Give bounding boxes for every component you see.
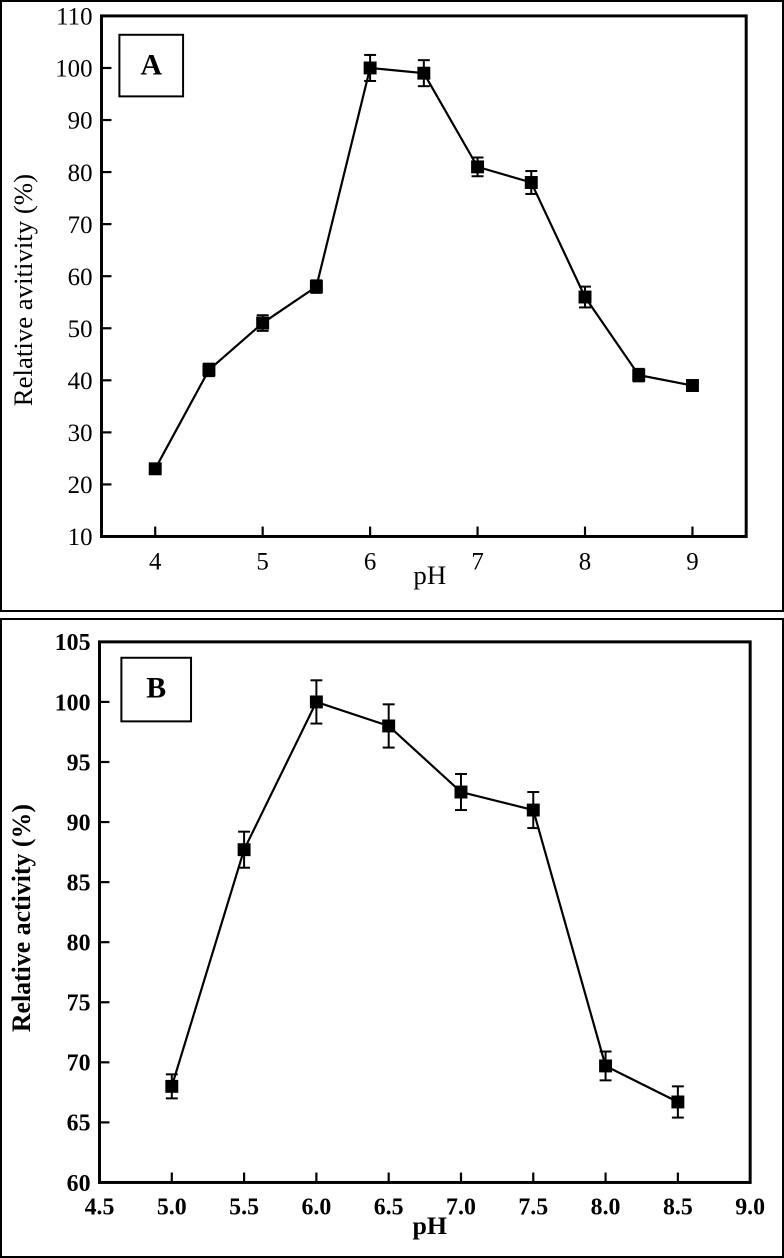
data-point xyxy=(383,704,395,747)
x-tick-label: 7 xyxy=(471,548,484,576)
data-series-b xyxy=(166,680,684,1117)
x-tick-label: 6.0 xyxy=(301,1194,332,1221)
data-point xyxy=(203,364,215,376)
data-point xyxy=(310,680,322,723)
x-tick-label: 6.5 xyxy=(373,1194,404,1221)
panel-tag-a: A xyxy=(140,48,163,82)
data-point xyxy=(166,1074,178,1098)
y-tick-labels-a xyxy=(55,4,92,552)
y-tick-label: 110 xyxy=(56,3,93,31)
data-point xyxy=(455,774,467,810)
y-tick-label: 100 xyxy=(55,55,93,83)
x-tick-label: 8 xyxy=(578,548,592,576)
x-tick-label: 4.5 xyxy=(84,1194,115,1221)
y-tick-label: 75 xyxy=(66,990,91,1017)
y-tick-label: 90 xyxy=(67,107,93,135)
chart-panel-b xyxy=(0,618,784,1258)
x-tick-label: 8.5 xyxy=(662,1194,693,1221)
y-tick-label: 70 xyxy=(66,1050,91,1077)
y-tick-labels-b xyxy=(55,630,91,1197)
data-point xyxy=(364,55,376,81)
y-tick-label: 60 xyxy=(67,263,93,291)
data-point xyxy=(672,1086,684,1117)
chart-svg-a xyxy=(2,2,782,610)
x-tick-label: 6 xyxy=(363,548,377,576)
y-tick-label: 10 xyxy=(67,524,93,552)
x-tick-label: 5 xyxy=(256,548,269,576)
y-tick-label: 95 xyxy=(66,750,91,777)
x-tick-label: 4 xyxy=(148,548,162,576)
plot-area-a xyxy=(2,2,782,610)
y-axis-title-a: Relative avitivity (%) xyxy=(7,173,38,407)
y-tick-label: 70 xyxy=(67,211,93,239)
data-point xyxy=(149,463,161,475)
data-series-a xyxy=(149,55,698,475)
x-tick-label: 5.5 xyxy=(229,1194,260,1221)
axis-frame xyxy=(100,642,751,1183)
y-tick-label: 65 xyxy=(66,1110,91,1137)
y-tick-label: 30 xyxy=(67,420,93,448)
y-tick-label: 20 xyxy=(67,472,93,500)
plot-area-b xyxy=(2,620,782,1256)
x-tick-label: 5.0 xyxy=(156,1194,187,1221)
series-line xyxy=(155,68,692,469)
y-tick-label: 80 xyxy=(66,930,91,957)
axis-frame xyxy=(101,16,746,537)
y-tick-label: 80 xyxy=(67,159,93,187)
axes-b xyxy=(100,642,751,1183)
x-tick-label: 9 xyxy=(686,548,699,576)
series-line xyxy=(172,702,678,1102)
y-tick-label: 60 xyxy=(66,1170,91,1197)
data-point xyxy=(600,1052,612,1081)
data-point xyxy=(257,315,269,331)
x-tick-label: 8.0 xyxy=(590,1194,621,1221)
x-axis-title-a: pH xyxy=(413,560,447,591)
chart-svg-b xyxy=(2,620,782,1256)
panel-tag-b: B xyxy=(146,671,167,705)
x-tick-label: 7.0 xyxy=(446,1194,476,1221)
chart-panel-a xyxy=(0,0,784,612)
x-tick-label: 7.5 xyxy=(518,1194,549,1221)
y-tick-label: 90 xyxy=(66,810,91,837)
data-point xyxy=(310,280,322,292)
y-tick-label: 85 xyxy=(66,870,91,897)
axes-a xyxy=(101,16,746,537)
data-point xyxy=(686,380,698,392)
y-tick-label: 100 xyxy=(54,690,91,717)
y-tick-label: 50 xyxy=(67,315,93,343)
y-tick-label: 105 xyxy=(54,630,91,657)
y-axis-title-b: Relative activity (%) xyxy=(6,804,36,1033)
y-tick-label: 40 xyxy=(67,368,93,395)
data-point xyxy=(633,369,645,381)
x-tick-label: 9.0 xyxy=(735,1194,766,1221)
x-axis-title-b: pH xyxy=(412,1211,448,1241)
